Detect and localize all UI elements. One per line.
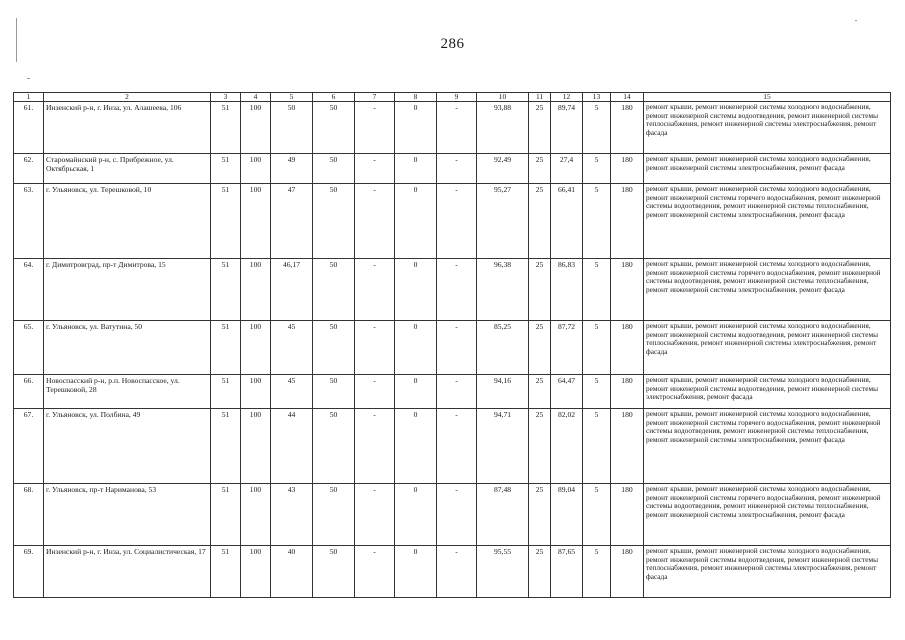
value-cell-c5: 45 [271, 375, 313, 409]
column-number-header: 5 [271, 93, 313, 102]
value-cell-c9: - [437, 102, 477, 154]
value-cell-c8: 0 [395, 484, 437, 546]
row-number-cell: 65. [14, 321, 44, 375]
value-cell-c3: 51 [211, 546, 241, 598]
table-row [14, 154, 891, 184]
value-cell-c10: 95,55 [477, 546, 529, 598]
value-cell-c9: - [437, 259, 477, 321]
value-cell-c9: - [437, 484, 477, 546]
works-list-cell: ремонт крыши, ремонт инженерной системы холодного водоснабжения, ремонт инженерной системы электроснабжения, ремонт фасада [644, 154, 891, 184]
value-cell-c3: 51 [211, 102, 241, 154]
value-cell-c14: 180 [611, 546, 644, 598]
value-cell-c3: 51 [211, 259, 241, 321]
scan-dot [855, 20, 857, 21]
value-cell-c4: 100 [241, 154, 271, 184]
value-cell-c13: 5 [583, 546, 611, 598]
value-cell-c7: - [355, 102, 395, 154]
value-cell-c6: 50 [313, 484, 355, 546]
works-list-cell: ремонт крыши, ремонт инженерной системы холодного водоснабжения, ремонт инженерной системы водоотведения, ремонт инженерной системы теплоснабжения, ремонт инженерной системы электроснабжения, ремонт фасада [644, 546, 891, 598]
value-cell-c4: 100 [241, 102, 271, 154]
value-cell-c5: 50 [271, 102, 313, 154]
column-number-header: 6 [313, 93, 355, 102]
works-list-cell: ремонт крыши, ремонт инженерной системы холодного водоснабжения, ремонт инженерной системы горячего водоснабжения, ремонт инженерной системы водоотведения, ремонт инженерной системы теплоснабжения, ремонт инженерной системы электроснабжения, ремонт фасада [644, 184, 891, 259]
value-cell-c11: 25 [529, 375, 551, 409]
value-cell-c10: 85,25 [477, 321, 529, 375]
value-cell-c12: 82,02 [551, 409, 583, 484]
value-cell-c12: 89,04 [551, 484, 583, 546]
page-number: 286 [440, 36, 465, 52]
column-number-header: 9 [437, 93, 477, 102]
buildings-table [13, 92, 891, 598]
value-cell-c6: 50 [313, 184, 355, 259]
column-number-header: 14 [611, 93, 644, 102]
column-number-header: 2 [44, 93, 211, 102]
value-cell-c14: 180 [611, 484, 644, 546]
value-cell-c13: 5 [583, 184, 611, 259]
table-header-row [14, 93, 891, 102]
table-row [14, 484, 891, 546]
value-cell-c3: 51 [211, 184, 241, 259]
value-cell-c5: 43 [271, 484, 313, 546]
value-cell-c9: - [437, 184, 477, 259]
value-cell-c9: - [437, 154, 477, 184]
value-cell-c5: 44 [271, 409, 313, 484]
table-row [14, 184, 891, 259]
column-number-header: 1 [14, 93, 44, 102]
value-cell-c6: 50 [313, 375, 355, 409]
value-cell-c6: 50 [313, 321, 355, 375]
address-cell: г. Ульяновск, пр-т Нариманова, 53 [44, 484, 211, 546]
value-cell-c9: - [437, 409, 477, 484]
value-cell-c4: 100 [241, 409, 271, 484]
row-number-cell: 62. [14, 154, 44, 184]
value-cell-c14: 180 [611, 375, 644, 409]
value-cell-c5: 45 [271, 321, 313, 375]
value-cell-c12: 87,65 [551, 546, 583, 598]
value-cell-c14: 180 [611, 154, 644, 184]
value-cell-c8: 0 [395, 546, 437, 598]
value-cell-c7: - [355, 375, 395, 409]
value-cell-c10: 93,88 [477, 102, 529, 154]
row-number-cell: 66. [14, 375, 44, 409]
value-cell-c9: - [437, 375, 477, 409]
row-number-cell: 64. [14, 259, 44, 321]
works-list-cell: ремонт крыши, ремонт инженерной системы холодного водоснабжения, ремонт инженерной системы горячего водоснабжения, ремонт инженерной системы водоотведения, ремонт инженерной системы теплоснабжения, ремонт инженерной системы электроснабжения, ремонт фасада [644, 409, 891, 484]
value-cell-c11: 25 [529, 546, 551, 598]
value-cell-c9: - [437, 321, 477, 375]
value-cell-c4: 100 [241, 184, 271, 259]
value-cell-c7: - [355, 409, 395, 484]
value-cell-c11: 25 [529, 484, 551, 546]
value-cell-c3: 51 [211, 484, 241, 546]
value-cell-c14: 180 [611, 321, 644, 375]
value-cell-c6: 50 [313, 259, 355, 321]
value-cell-c8: 0 [395, 259, 437, 321]
value-cell-c7: - [355, 321, 395, 375]
column-number-header: 4 [241, 93, 271, 102]
row-number-cell: 63. [14, 184, 44, 259]
value-cell-c12: 27,4 [551, 154, 583, 184]
address-cell: Старомайнский р-н, с. Прибрежное, ул. Октябрьская, 1 [44, 154, 211, 184]
value-cell-c14: 180 [611, 259, 644, 321]
address-cell: Новоспасский р-н, р.п. Новоспасское, ул. Терешковой, 28 [44, 375, 211, 409]
value-cell-c10: 87,48 [477, 484, 529, 546]
works-list-cell: ремонт крыши, ремонт инженерной системы холодного водоснабжения, ремонт инженерной системы горячего водоснабжения, ремонт инженерной системы водоотведения, ремонт инженерной системы теплоснабжения, ремонт инженерной системы электроснабжения, ремонт фасада [644, 484, 891, 546]
value-cell-c3: 51 [211, 375, 241, 409]
row-number-cell: 68. [14, 484, 44, 546]
works-list-cell: ремонт крыши, ремонт инженерной системы холодного водоснабжения, ремонт инженерной системы водоотведения, ремонт инженерной системы электроснабжения, ремонт фасада [644, 375, 891, 409]
value-cell-c12: 86,83 [551, 259, 583, 321]
works-list-cell: ремонт крыши, ремонт инженерной системы холодного водоснабжения, ремонт инженерной системы горячего водоснабжения, ремонт инженерной системы водоотведения, ремонт инженерной системы теплоснабжения, ремонт инженерной системы электроснабжения, ремонт фасада [644, 259, 891, 321]
value-cell-c4: 100 [241, 484, 271, 546]
table-row [14, 102, 891, 154]
value-cell-c6: 50 [313, 154, 355, 184]
value-cell-c13: 5 [583, 102, 611, 154]
column-number-header: 7 [355, 93, 395, 102]
value-cell-c7: - [355, 484, 395, 546]
value-cell-c4: 100 [241, 546, 271, 598]
value-cell-c13: 5 [583, 154, 611, 184]
value-cell-c8: 0 [395, 321, 437, 375]
value-cell-c5: 40 [271, 546, 313, 598]
value-cell-c7: - [355, 154, 395, 184]
column-number-header: 11 [529, 93, 551, 102]
column-number-header: 15 [644, 93, 891, 102]
value-cell-c8: 0 [395, 154, 437, 184]
table-row [14, 259, 891, 321]
value-cell-c14: 180 [611, 184, 644, 259]
address-cell: г. Ульяновск, ул. Терешковой, 10 [44, 184, 211, 259]
value-cell-c12: 89,74 [551, 102, 583, 154]
column-number-header: 8 [395, 93, 437, 102]
value-cell-c8: 0 [395, 375, 437, 409]
value-cell-c3: 51 [211, 321, 241, 375]
value-cell-c13: 5 [583, 321, 611, 375]
value-cell-c8: 0 [395, 102, 437, 154]
value-cell-c14: 180 [611, 102, 644, 154]
address-cell: Инзенский р-н, г. Инза, ул. Алашеева, 106 [44, 102, 211, 154]
value-cell-c11: 25 [529, 184, 551, 259]
value-cell-c12: 87,72 [551, 321, 583, 375]
value-cell-c8: 0 [395, 184, 437, 259]
column-number-header: 10 [477, 93, 529, 102]
value-cell-c4: 100 [241, 259, 271, 321]
value-cell-c8: 0 [395, 409, 437, 484]
value-cell-c9: - [437, 546, 477, 598]
value-cell-c11: 25 [529, 102, 551, 154]
value-cell-c13: 5 [583, 484, 611, 546]
value-cell-c5: 47 [271, 184, 313, 259]
row-number-cell: 61. [14, 102, 44, 154]
value-cell-c11: 25 [529, 259, 551, 321]
value-cell-c6: 50 [313, 409, 355, 484]
value-cell-c12: 66,41 [551, 184, 583, 259]
row-number-cell: 69. [14, 546, 44, 598]
value-cell-c13: 5 [583, 409, 611, 484]
works-list-cell: ремонт крыши, ремонт инженерной системы холодного водоснабжения, ремонт инженерной системы водоотведения, ремонт инженерной системы теплоснабжения, ремонт инженерной системы электроснабжения, ремонт фасада [644, 321, 891, 375]
value-cell-c6: 50 [313, 102, 355, 154]
table-row [14, 409, 891, 484]
value-cell-c4: 100 [241, 321, 271, 375]
column-number-header: 3 [211, 93, 241, 102]
value-cell-c5: 49 [271, 154, 313, 184]
value-cell-c10: 96,38 [477, 259, 529, 321]
address-cell: Инзенский р-н, г. Инза, ул. Социалистическая, 17 [44, 546, 211, 598]
table-row [14, 375, 891, 409]
value-cell-c11: 25 [529, 409, 551, 484]
value-cell-c13: 5 [583, 259, 611, 321]
column-number-header: 13 [583, 93, 611, 102]
row-number-cell: 67. [14, 409, 44, 484]
value-cell-c10: 94,71 [477, 409, 529, 484]
value-cell-c3: 51 [211, 154, 241, 184]
value-cell-c10: 94,16 [477, 375, 529, 409]
address-cell: г. Ульяновск, ул. Полбина, 49 [44, 409, 211, 484]
address-cell: г. Димитровград, пр-т Димитрова, 15 [44, 259, 211, 321]
value-cell-c12: 64,47 [551, 375, 583, 409]
value-cell-c10: 95,27 [477, 184, 529, 259]
value-cell-c11: 25 [529, 321, 551, 375]
column-number-header: 12 [551, 93, 583, 102]
value-cell-c5: 46,17 [271, 259, 313, 321]
address-cell: г. Ульяновск, ул. Ватутина, 50 [44, 321, 211, 375]
scan-dot [27, 78, 30, 79]
value-cell-c10: 92,49 [477, 154, 529, 184]
table-row [14, 321, 891, 375]
value-cell-c11: 25 [529, 154, 551, 184]
value-cell-c13: 5 [583, 375, 611, 409]
works-list-cell: ремонт крыши, ремонт инженерной системы холодного водоснабжения, ремонт инженерной системы водоотведения, ремонт инженерной системы теплоснабжения, ремонт инженерной системы электроснабжения, ремонт фасада [644, 102, 891, 154]
value-cell-c7: - [355, 546, 395, 598]
table-row [14, 546, 891, 598]
value-cell-c7: - [355, 259, 395, 321]
value-cell-c7: - [355, 184, 395, 259]
value-cell-c14: 180 [611, 409, 644, 484]
value-cell-c4: 100 [241, 375, 271, 409]
value-cell-c3: 51 [211, 409, 241, 484]
value-cell-c6: 50 [313, 546, 355, 598]
